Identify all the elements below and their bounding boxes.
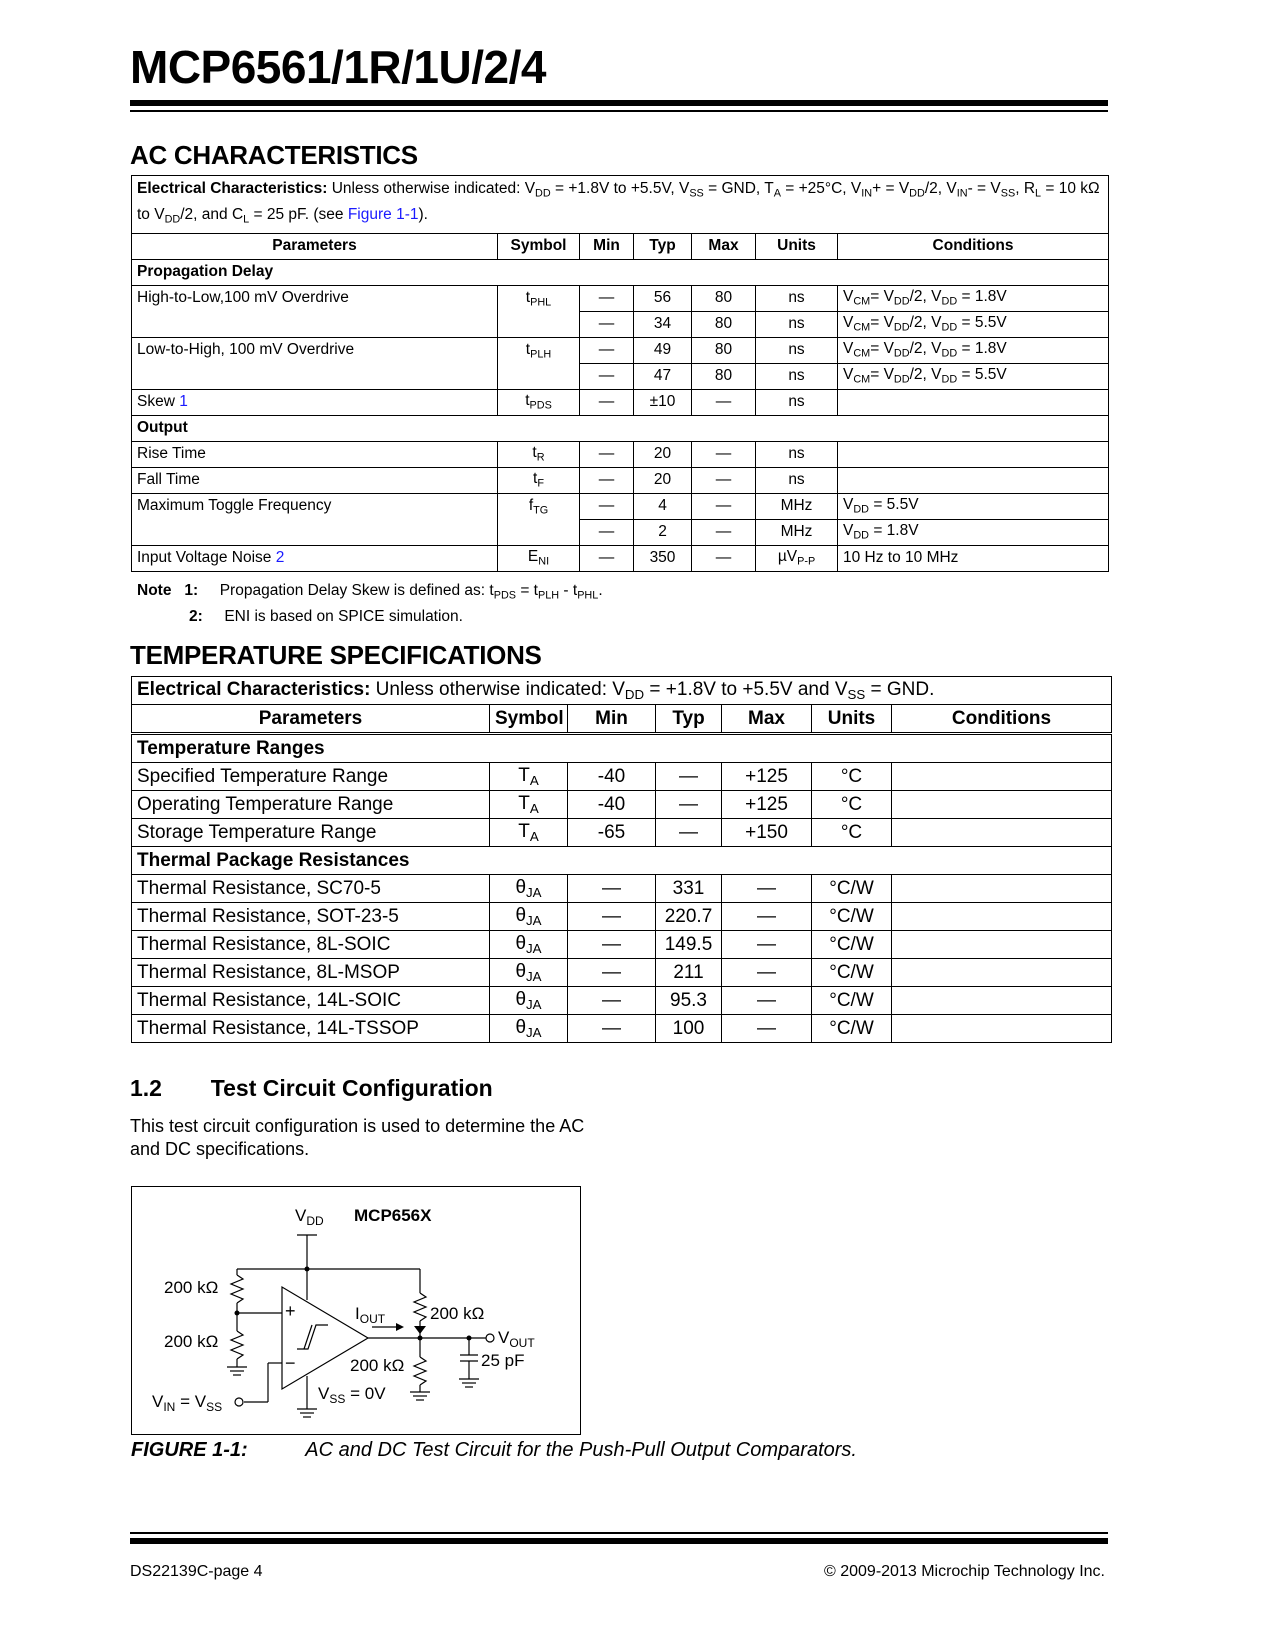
max-cell: — — [692, 545, 756, 571]
units-cell: °C/W — [812, 959, 892, 987]
col-symbol: Symbol — [490, 705, 568, 734]
units-cell: °C/W — [812, 931, 892, 959]
conditions-cell: $V_{CM}= V_{DD}/2$, $V_{DD} = 1.8V$ — [838, 337, 1109, 363]
table-row — [132, 763, 1112, 791]
param-cell: Rise Time — [132, 441, 498, 467]
param-cell: Specified Temperature Range — [132, 763, 490, 791]
table-row — [132, 493, 1109, 519]
typ-cell: ±10 — [634, 389, 692, 415]
temp-conditions-row: Electrical Characteristics: Unless otherwise indicated: $V_{DD} = +1.8V$ to +5.5V and $V_{SS}$ = GND. — [132, 677, 1112, 705]
max-cell: — — [722, 875, 812, 903]
typ-cell: 4 — [634, 493, 692, 519]
typ-cell: 211 — [656, 959, 722, 987]
conditions-cell: $V_{DD} = 1.8V$ — [838, 519, 1109, 545]
col-min: Min — [580, 233, 634, 259]
min-cell: — — [580, 493, 634, 519]
typ-cell: — — [656, 791, 722, 819]
svg-text:VIN = VSS: $V_{IN} = V_{SS}$ — [152, 1392, 223, 1414]
typ-cell: 2 — [634, 519, 692, 545]
max-cell: — — [692, 467, 756, 493]
max-cell: — — [692, 389, 756, 415]
param-cell: Input Voltage Noise 2 — [132, 545, 498, 571]
param-cell: Operating Temperature Range — [132, 791, 490, 819]
param-cell: Fall Time — [132, 467, 498, 493]
r-load-label: 200 kΩ — [350, 1356, 405, 1375]
section-body: This test circuit configuration is used to determine the AC and DC specifications. — [130, 1116, 585, 1159]
symbol-cell: $\theta_{JA}$ — [490, 1015, 568, 1043]
min-cell: — — [568, 903, 656, 931]
note-link[interactable]: 2 — [275, 549, 285, 566]
caption-text: AC and DC Test Circuit for the Push-Pull Output Comparators. — [305, 1439, 857, 1461]
conditions-cell — [838, 441, 1109, 467]
symbol-cell: $\theta_{JA}$ — [490, 931, 568, 959]
units-cell: ns — [756, 441, 838, 467]
param-cell: Low-to-High, 100 mV Overdrive — [132, 337, 498, 389]
temperature-specifications-table — [131, 676, 1112, 1043]
units-cell: ns — [756, 311, 838, 337]
typ-cell: 34 — [634, 311, 692, 337]
section-row — [132, 415, 1109, 441]
conditions-cell: $V_{CM}= V_{DD}/2$, $V_{DD} = 5.5V$ — [838, 363, 1109, 389]
symbol-cell: $\theta_{JA}$ — [490, 959, 568, 987]
typ-cell: 220.7 — [656, 903, 722, 931]
symbol-cell: $f_{TG}$ — [498, 493, 580, 545]
table-row — [132, 903, 1112, 931]
col-parameters: Parameters — [132, 705, 490, 734]
max-cell: 80 — [692, 311, 756, 337]
cap-label: 25 pF — [481, 1351, 525, 1370]
table-row — [132, 389, 1109, 415]
section-row — [132, 847, 1112, 875]
table-row — [132, 959, 1112, 987]
symbol-cell: $E_{NI}$ — [498, 545, 580, 571]
conditions-cell — [892, 903, 1112, 931]
param-cell: Thermal Resistance, 14L-TSSOP — [132, 1015, 490, 1043]
min-cell: -40 — [568, 791, 656, 819]
table-row — [132, 1015, 1112, 1043]
conditions-cell — [838, 389, 1109, 415]
col-units: Units — [756, 233, 838, 259]
symbol-cell: $T_A$ — [490, 763, 568, 791]
param-cell: Thermal Resistance, SOT-23-5 — [132, 903, 490, 931]
symbol-cell: $\theta_{JA}$ — [490, 875, 568, 903]
symbol-cell: $T_A$ — [490, 791, 568, 819]
note-2-text: ENI is based on SPICE simulation. — [224, 608, 463, 626]
units-cell: ns — [756, 363, 838, 389]
max-cell: +125 — [722, 763, 812, 791]
note-label: Note — [137, 582, 172, 599]
max-cell: — — [722, 987, 812, 1015]
min-cell: — — [568, 987, 656, 1015]
svg-text:VDD: $V_{DD}$ — [295, 1206, 324, 1228]
temp-cond-text: Unless otherwise indicated: V — [370, 679, 625, 700]
svg-text:+: + — [285, 1301, 296, 1321]
max-cell: +150 — [722, 819, 812, 847]
header-rule-thin — [130, 110, 1108, 112]
section-row — [132, 734, 1112, 763]
symbol-cell: $t_{PDS}$ — [498, 389, 580, 415]
table-row — [132, 931, 1112, 959]
min-cell: — — [568, 875, 656, 903]
table-row — [132, 337, 1109, 363]
max-cell: — — [722, 1015, 812, 1043]
r-top-label: 200 kΩ — [164, 1278, 219, 1297]
param-cell: Thermal Resistance, 8L-SOIC — [132, 931, 490, 959]
typ-cell: — — [656, 763, 722, 791]
min-cell: — — [580, 337, 634, 363]
max-cell: +125 — [722, 791, 812, 819]
units-cell: °C/W — [812, 903, 892, 931]
units-cell: µV$_{P-P}$ — [756, 545, 838, 571]
symbol-cell: $\theta_{JA}$ — [490, 987, 568, 1015]
figure-caption — [131, 1437, 857, 1463]
footer-page-id: DS22139C-page 4 — [130, 1563, 263, 1580]
typ-cell: 149.5 — [656, 931, 722, 959]
section-temperature-ranges: Temperature Ranges — [132, 734, 1112, 763]
ac-header-row — [132, 233, 1109, 259]
units-cell: MHz — [756, 493, 838, 519]
ac-cond-label: Electrical Characteristics: — [137, 180, 328, 197]
col-units: Units — [812, 705, 892, 734]
units-cell: MHz — [756, 519, 838, 545]
col-min: Min — [568, 705, 656, 734]
typ-cell: 49 — [634, 337, 692, 363]
max-cell: — — [692, 441, 756, 467]
typ-cell: 100 — [656, 1015, 722, 1043]
max-cell: 80 — [692, 285, 756, 311]
table-row — [132, 987, 1112, 1015]
typ-cell: 56 — [634, 285, 692, 311]
param-cell: Thermal Resistance, 8L-MSOP — [132, 959, 490, 987]
param-cell: High-to-Low,100 mV Overdrive — [132, 285, 498, 337]
max-cell: — — [722, 931, 812, 959]
conditions-cell: $V_{CM}= V_{DD}/2$, $V_{DD} = 5.5V$ — [838, 311, 1109, 337]
symbol-cell: $t_{PHL}$ — [498, 285, 580, 337]
symbol-cell: $t_R$ — [498, 441, 580, 467]
param-cell: Thermal Resistance, 14L-SOIC — [132, 987, 490, 1015]
conditions-cell — [892, 819, 1112, 847]
ac-conditions-row — [132, 176, 1109, 234]
svg-text:VSS = 0V: $V_{SS} = 0V$ — [318, 1384, 386, 1406]
param-cell: Skew 1 — [132, 389, 498, 415]
col-symbol: Symbol — [498, 233, 580, 259]
typ-cell: 47 — [634, 363, 692, 389]
symbol-cell: $T_A$ — [490, 819, 568, 847]
max-cell: — — [722, 959, 812, 987]
table-row — [132, 467, 1109, 493]
section-heading — [130, 1075, 493, 1102]
min-cell: — — [568, 959, 656, 987]
units-cell: ns — [756, 337, 838, 363]
min-cell: -65 — [568, 819, 656, 847]
table-row — [132, 875, 1112, 903]
table-row — [132, 819, 1112, 847]
param-cell: Thermal Resistance, SC70-5 — [132, 875, 490, 903]
conditions-cell — [892, 875, 1112, 903]
conditions-cell — [892, 791, 1112, 819]
table-row — [132, 791, 1112, 819]
conditions-cell: 10 Hz to 10 MHz — [838, 545, 1109, 571]
header-rule — [130, 100, 1108, 106]
symbol-cell: $t_F$ — [498, 467, 580, 493]
col-conditions: Conditions — [838, 233, 1109, 259]
typ-cell: 20 — [634, 467, 692, 493]
col-parameters: Parameters — [132, 233, 498, 259]
typ-cell: 20 — [634, 441, 692, 467]
units-cell: °C — [812, 791, 892, 819]
figure-box — [131, 1186, 581, 1435]
param-cell: Storage Temperature Range — [132, 819, 490, 847]
table-row — [132, 545, 1109, 571]
conditions-cell — [892, 763, 1112, 791]
min-cell: — — [580, 545, 634, 571]
conditions-cell — [838, 467, 1109, 493]
ac-characteristics-table — [131, 175, 1109, 572]
note-1-text: Propagation Delay Skew is defined as: t — [219, 582, 494, 599]
page-title: MCP6561/1R/1U/2/4 — [130, 41, 546, 93]
units-cell: °C/W — [812, 987, 892, 1015]
conditions-cell — [892, 959, 1112, 987]
conditions-cell — [892, 987, 1112, 1015]
conditions-cell: $V_{DD} = 5.5V$ — [838, 493, 1109, 519]
units-cell: °C/W — [812, 1015, 892, 1043]
chip-label: MCP656X — [354, 1206, 432, 1225]
footer-rule-thin — [130, 1532, 1108, 1534]
param-cell: Maximum Toggle Frequency — [132, 493, 498, 545]
units-cell: °C — [812, 763, 892, 791]
max-cell: — — [722, 903, 812, 931]
r-bot-label: 200 kΩ — [164, 1332, 219, 1351]
section-row — [132, 259, 1109, 285]
temp-heading: TEMPERATURE SPECIFICATIONS — [130, 640, 542, 670]
col-max: Max — [692, 233, 756, 259]
ac-heading: AC CHARACTERISTICS — [130, 140, 418, 170]
min-cell: — — [580, 389, 634, 415]
footer-copyright: © 2009-2013 Microchip Technology Inc. — [824, 1563, 1105, 1580]
col-max: Max — [722, 705, 812, 734]
table-row — [132, 441, 1109, 467]
note-link[interactable]: 1 — [179, 393, 188, 410]
typ-cell: 95.3 — [656, 987, 722, 1015]
table-row — [132, 285, 1109, 311]
max-cell: — — [692, 493, 756, 519]
min-cell: — — [580, 285, 634, 311]
min-cell: — — [580, 519, 634, 545]
figure-link[interactable]: Figure 1-1 — [347, 206, 419, 224]
symbol-cell: $\theta_{JA}$ — [490, 903, 568, 931]
ac-notes: Note 1: Propagation Delay Skew is defined as: $t_{PDS} = t_{PLH} - t_{PHL}$. 2: ENI is based on SPICE simulation. — [137, 582, 603, 626]
section-thermal-resistances: Thermal Package Resistances — [132, 847, 1112, 875]
svg-text:IOUT: $I_{OUT}$ — [355, 1304, 386, 1326]
units-cell: ns — [756, 285, 838, 311]
note-1-number: 1: — [184, 582, 199, 599]
min-cell: — — [568, 931, 656, 959]
caption-label: FIGURE 1-1: — [131, 1439, 248, 1461]
footer-rule — [130, 1538, 1108, 1544]
min-cell: — — [580, 467, 634, 493]
max-cell: 80 — [692, 337, 756, 363]
conditions-cell — [892, 1015, 1112, 1043]
typ-cell: 331 — [656, 875, 722, 903]
ac-cond-text: Unless otherwise indicated: $V_{DD} = +1.8V$ to +5.5V, $V_{SS}$ = GND, $T_A = +25^\circ C$, $V_{IN}+ = V_{DD}/2$, $V_{IN}- = V_{SS}$, $R_L = 10$ kΩ to $V_{DD}/2$, and $C_L = 25$ pF. (see Figure 1-1). — [137, 180, 1100, 226]
units-cell: °C — [812, 819, 892, 847]
section-title: Test Circuit Configuration — [210, 1075, 493, 1101]
section-number: 1.2 — [130, 1075, 162, 1101]
col-typ: Typ — [656, 705, 722, 734]
svg-text:−: − — [285, 1353, 296, 1373]
min-cell: — — [580, 441, 634, 467]
units-cell: ns — [756, 389, 838, 415]
min-cell: — — [568, 1015, 656, 1043]
typ-cell: 350 — [634, 545, 692, 571]
min-cell: -40 — [568, 763, 656, 791]
max-cell: — — [692, 519, 756, 545]
units-cell: °C/W — [812, 875, 892, 903]
max-cell: 80 — [692, 363, 756, 389]
temp-header-row — [132, 705, 1112, 734]
r-pull-label: 200 kΩ — [430, 1304, 485, 1323]
min-cell: — — [580, 363, 634, 389]
min-cell: — — [580, 311, 634, 337]
note-2-number: 2: — [189, 608, 203, 626]
typ-cell: — — [656, 819, 722, 847]
vss-label: = 0V — [345, 1384, 386, 1403]
symbol-cell: $t_{PLH}$ — [498, 337, 580, 389]
test-circuit-diagram — [132, 1187, 580, 1434]
section-propagation-delay: Propagation Delay — [132, 259, 1109, 285]
svg-text:VOUT: $V_{OUT}$ — [498, 1328, 535, 1350]
temp-cond-label: Electrical Characteristics: — [137, 679, 371, 700]
col-typ: Typ — [634, 233, 692, 259]
units-cell: ns — [756, 467, 838, 493]
conditions-cell: $V_{CM}= V_{DD}/2$, $V_{DD} = 1.8V$ — [838, 285, 1109, 311]
conditions-cell — [892, 931, 1112, 959]
col-conditions: Conditions — [892, 705, 1112, 734]
section-output: Output — [132, 415, 1109, 441]
